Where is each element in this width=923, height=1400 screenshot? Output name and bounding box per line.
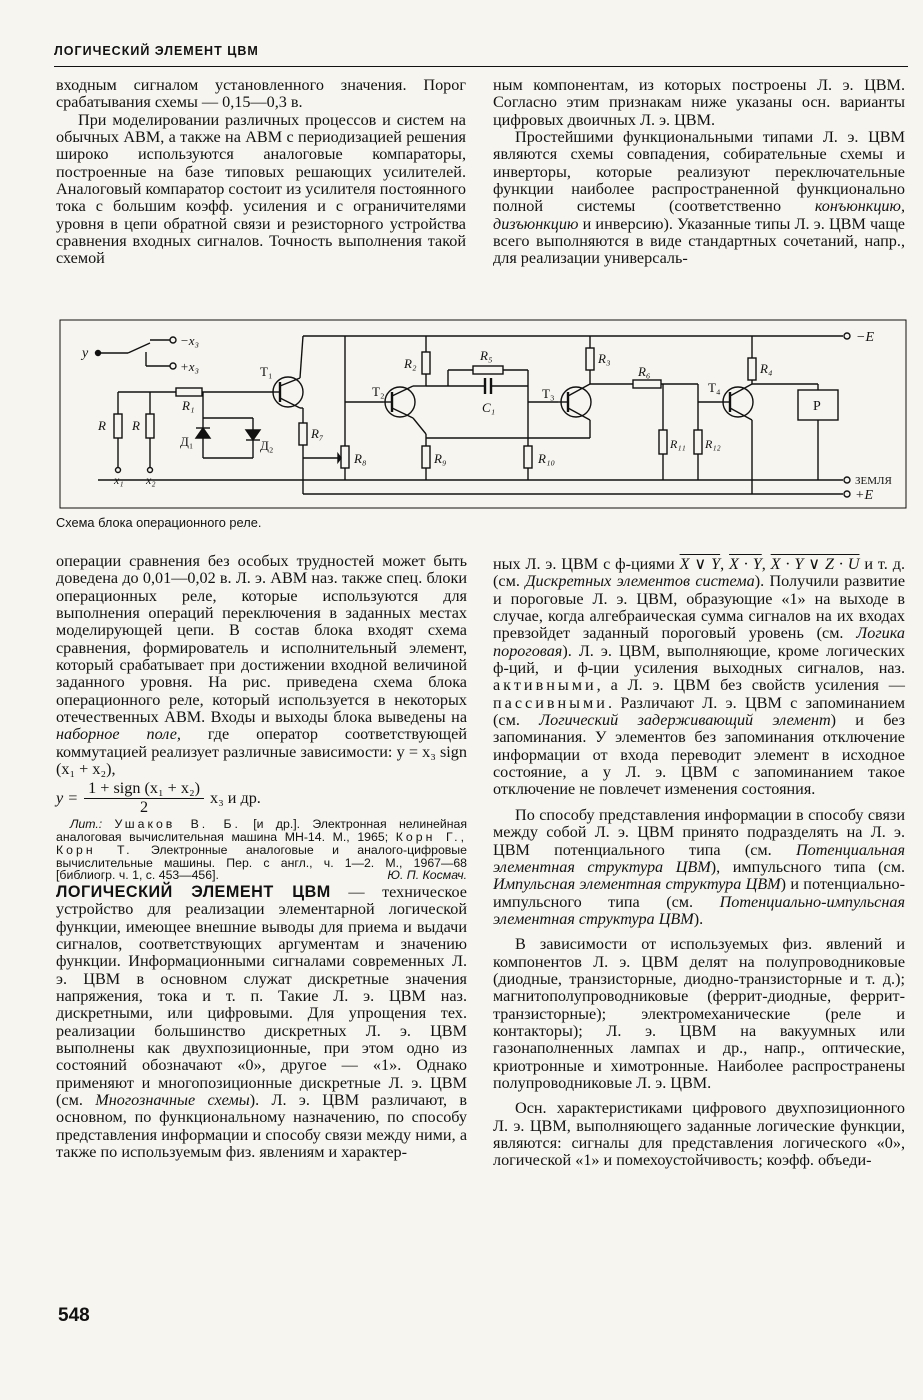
paragraph: ЛОГИЧЕСКИЙ ЭЛЕМЕНТ ЦВМ — техническое устройство для реализации элементарной логической функции, имеющее внешние выводы для приема и выдачи сигналов, соответствующих аргументам и значению функции. Информационными сигналами современных Л. э. ЦВМ в основном служат дискретные значения напряжения, тока и т. п. Такие Л. э. ЦВМ наз. дискретными, или цифровыми. Для упрощения тех. реализации большинство дискретных Л. э. ЦВМ выполнены как двухпозиционные, при этом одно из состояний обозначают «0», другое — «1». Однако применяют и многопозиционные дискретные Л. э. ЦВМ (см. Многозначные схемы). Л. э. ЦВМ различают, в основном, по функциональному назначению, по способу представления информации и способу связи между ними, а также по используемым физ. явлениям и характер- <box>56 882 467 1162</box>
paragraph: операции сравнения без особых трудностей может быть доведена до 0,01—0,02 в. Л. э. АВМ наз. также спец. блоки операционных реле, которые используются для выполнения операций переключения в заданных местах моделирующей цепи. В состав блока входят схема сравнения, формирователь и исполнительный элемент, который срабатывает при достижении входной величиной заданного уровня. На рис. приведена схема блока операционного реле, который используется в некоторых отечественных АВМ. Входы и выходы блока выведены на наборное поле, где оператор соответствующей коммутацией реализует различные зависимости: y = x₃ sign (x₁ + x₂), <box>56 552 467 779</box>
label-x1: x₁ <box>114 473 124 487</box>
label-r3: R₃ <box>598 351 611 366</box>
label-r8: R₈ <box>354 451 367 466</box>
label-ground: ЗЕМЛЯ <box>855 475 892 487</box>
label-r: R <box>132 418 140 433</box>
bottom-left-column <box>56 553 467 1161</box>
top-right-column <box>493 77 905 268</box>
label-r9: R₉ <box>434 451 447 466</box>
paragraph: Простейшими функциональными типами Л. э. ЦВМ являются схемы совпадения, собирательные схемы и инверторы, которые реализуют переключательные функции наиболее распространенной функционально полной системы (соответственно конъюнкцию, дизъюнкцию и инверсию). Указанные типы Л. э. ЦВМ чаще всего выполняются в виде стандартных сочетаний, напр., для реализации универсаль- <box>493 128 905 268</box>
top-left-column <box>56 77 466 268</box>
label-minus-x3: −x₃ <box>180 333 200 348</box>
running-title: ЛОГИЧЕСКИЙ ЭЛЕМЕНТ ЦВМ <box>54 44 259 58</box>
paragraph: ным компонентам, из которых построены Л. э. ЦВМ. Согласно этим признакам ниже указаны осн. варианты цифровых двоичных Л. э. ЦВМ. <box>493 76 905 129</box>
label-plus-e: +E <box>855 488 873 503</box>
label-x2: x₂ <box>146 473 156 487</box>
label-plus-x3: +x₃ <box>180 359 200 374</box>
paragraph: По способу представления информации в способу связи между собой Л. э. ЦВМ принято подразделять на Л. э. ЦВМ потенциального типа (см. Потенциальная элементная структура ЦВМ), импульсного типа (см. Импульсная элементная структура ЦВМ) и потенциально-импульсного типа (см. Потенциально-импульсная элементная структура ЦВМ). <box>493 805 906 928</box>
literature: Лит.: Ушаков В. Б. [и др.]. Электронная нелинейная аналоговая вычислительная машина МН-14. М., 1965; Корн Г., Корн Т. Электронные аналоговые и аналого-цифровые вычислительные машины. Пер. с англ., ч. 1—2. М., 1967—68 [библиогр. ч. 1, с. 453—456]. Ю. П. Космач. <box>56 817 467 883</box>
label-t4: T₄ <box>708 380 721 395</box>
page-number: 548 <box>58 1305 90 1326</box>
label-r4: R₄ <box>760 361 773 376</box>
label-r11: R₁₁ <box>670 437 686 451</box>
label-d1: Д₁ <box>180 434 194 449</box>
label-r12: R₁₂ <box>705 437 721 451</box>
label-t2: T₂ <box>372 384 385 399</box>
label-r5: R₅ <box>480 348 493 363</box>
label-minus-e: −E <box>856 330 874 345</box>
fraction: $\frac{\text{1 + sign (x₁ + x₂)}}{2}$ <box>84 780 204 816</box>
paragraph: входным сигналом установленного значения. Порог срабатывания схемы — 0,15—0,3 в. <box>56 76 466 112</box>
operational-relay-circuit <box>58 318 908 510</box>
label-r10: R₁₀ <box>538 451 555 466</box>
label-d2: Д₂ <box>260 438 274 453</box>
formula: y = $\frac{\text{1 + sign (x₁ + x₂)}}{2}$ x₃ и др. <box>56 779 261 816</box>
label-c1: C₁ <box>482 400 496 415</box>
paragraph: Осн. характеристиками цифрового двухпозиционного Л. э. ЦВМ, выполняющего заданные логические функции, являются: сигналы для представления логического «0», логической «1» и помехоустойчивость; коэфф. объеди- <box>493 1099 905 1170</box>
label-t1: T₁ <box>260 364 273 379</box>
label-r2: R₂ <box>404 356 417 371</box>
label-r7: R₇ <box>311 426 324 441</box>
label-t3: T₃ <box>542 386 555 401</box>
figure-caption: Схема блока операционного реле. <box>56 515 262 530</box>
bottom-right-column <box>493 556 905 1170</box>
header-rule <box>54 66 908 67</box>
paragraph: При моделировании различных процессов и систем на обычных АВМ, а также на АВМ с периодизацией решения широко используются аналоговые компараторы, построенные на базе типовых решающих усилителей. Аналоговый компаратор состоит из усилителя постоянного тока с большим коэфф. усиления и с ограничителями уровня в цепи обратной связи и резисторного устройства сравнения входных сигналов. Точность выполнения такой схемой <box>56 110 466 268</box>
label-r: R <box>98 418 106 433</box>
paragraph: В зависимости от используемых физ. явлений и компонентов Л. э. ЦВМ делят на полупроводниковые (диодные, транзисторные, диодно-транзисторные и т. д.); магнитополупроводниковые (феррит-диодные, феррит-транзисторные); электромеханические (реле и контакторы); Л. э. ЦВМ на вакуумных или газонаполненных лампах и др., напр., оптические, криотронные и химотронные. Наиболее распространены полупроводниковые Л. э. ЦВМ. <box>493 935 905 1092</box>
label-p: P <box>813 399 821 414</box>
label-r6: R₆ <box>638 364 651 379</box>
label-y: y <box>82 346 89 361</box>
paragraph: ных Л. э. ЦВМ с ф-циями X ∨ Y, X · Y, X · Y ∨ Z · U и т. д. (см. Дискретных элементов система). Получили развитие и пороговые Л. э. ЦВМ, образующие «1» на выходе в случае, когда алгебраическая сумма сигналов на их входах превзойдет заданный пороговый уровень (см. Логика пороговая). Л. э. ЦВМ, выполняющие, кроме логических ф-ций, и ф-ции усиления выходных сигналов, наз. активными, а Л. э. ЦВМ без свойств усиления — пассивными. Различают Л. э. ЦВМ с запоминанием (см. Логический задерживающий элемент) и без запоминания. У элементов без запоминания отключение информации от входа переводит элемент в исходное состояние, а у Л. э. ЦВМ с запоминанием такое отключение не повлечет изменения состояния. <box>493 555 906 799</box>
label-r1: R₁ <box>182 398 195 413</box>
